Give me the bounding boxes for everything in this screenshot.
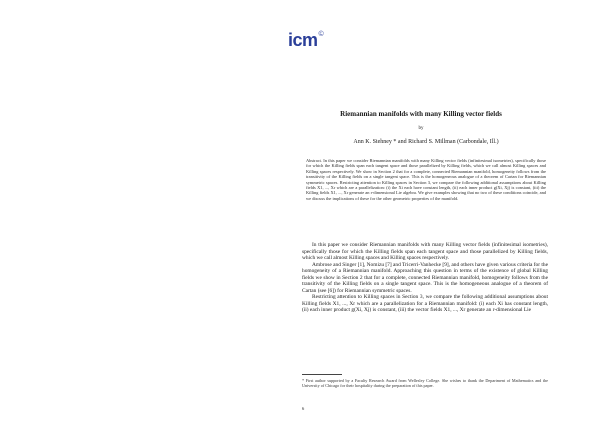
paper-title: Riemannian manifolds with many Killing vector fields (340, 110, 502, 118)
abstract: Abstract. In this paper we consider Riemannian manifolds with many Killing vector fields (infinitesimal isometries), specifically those for which the Killing fields span each tangent space and those parallelized by Killing fields, which we call almost Killing spaces and Killing spaces respectively. We show in Section 2 that for a complete, connected Riemannian manifold, homogeneity follows from the transitivity of the Killing fields on a single tangent space. This is the homogeneous analogue of a theorem of Cartan for Riemannian symmetric spaces. Restricting attention to Killing spaces in Section 3, we compare the following additional assumptions about Killing fields X1, ..., Xr which are a parallelization: (i) the Xi each have constant length, (ii) each inner product g(Xi, Xj) is constant, (iii) the Killing fields X1, ..., Xr generate an r-dimensional Lie algebra. We give examples showing that no two of these conditions coincide, and we discuss the implications of these for the other geometric properties of the manifold. (306, 158, 546, 201)
copyright-mark: © (318, 31, 324, 38)
byline-word: by (418, 126, 424, 131)
paragraph: Restricting attention to Killing spaces in Section 3, we compare the following additional assumptions about Killing fields X1, ..., Xr which are a parallelization for a Riemannian manifold: (i) each Xi has constant length, (ii) each inner product g(Xi, Xj) is constant, (iii) the vector fields X1, ..., Xr generate an r-dimensional Lie (302, 294, 548, 313)
publisher-logo (288, 31, 324, 49)
footnote-divider (302, 374, 342, 375)
body-text (302, 242, 548, 314)
author-line: Ann K. Stehney * and Richard S. Millman (Carbondale, Ill.) (353, 139, 499, 145)
footnote: * First author supported by a Faculty Research Award from Wellesley College. She wishes to thank the Department of Mathematics and the University of Chicago for their hospitality during the preparation of this paper. (302, 378, 548, 389)
logo-text: icm (288, 30, 318, 50)
page-folio: 6 (302, 406, 305, 411)
paragraph: In this paper we consider Riemannian manifolds with many Killing vector fields (infinitesimal isometries), specifically those for which the Killing fields span each tangent space and those parallelized by Killing fields, which we call almost Killing spaces and Killing spaces respectively. (302, 242, 548, 261)
paragraph: Ambrose and Singer [1], Nomizu [7] and Tricerri-Vanhecke [9], and others have given various criteria for the homogeneity of a Riemannian manifold. Approaching this question in terms of the existence of global Killing fields we show in Section 2 that for a complete, connected Riemannian manifold, homogeneity follows from the transitivity of the Killing fields on a single tangent space. This is the homogeneous analogue of a theorem of Cartan (see [6]) for Riemannian symmetric spaces. (302, 261, 548, 294)
